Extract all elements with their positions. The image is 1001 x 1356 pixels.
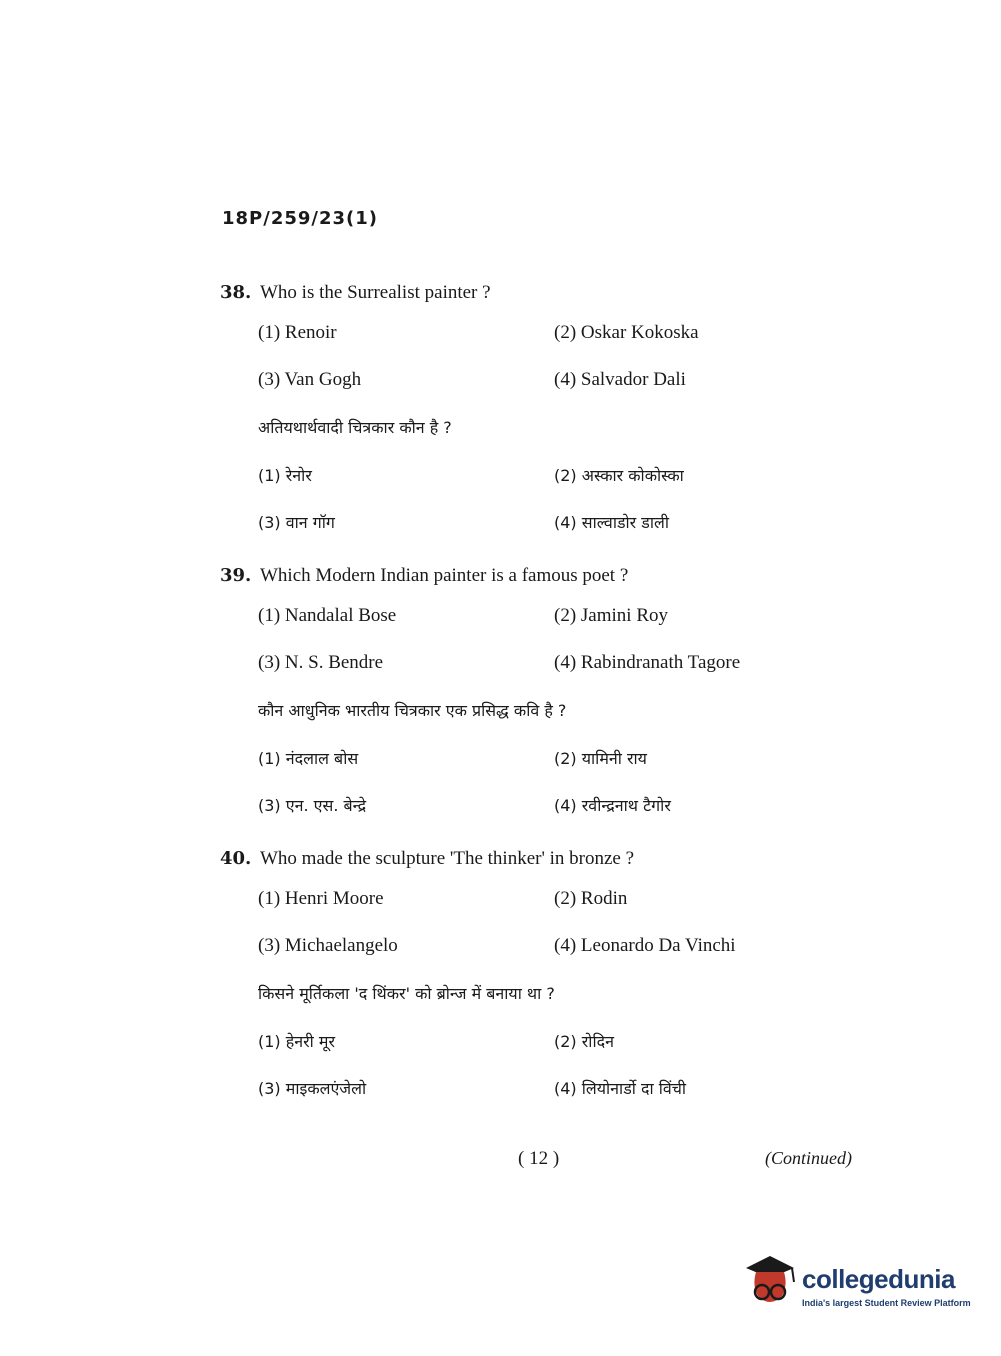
hindi-question-text: किसने मूर्तिकला 'द थिंकर' को ब्रोन्ज में बनाया था ?	[258, 984, 555, 1003]
brand-name: collegedunia	[802, 1264, 955, 1294]
option-4: (4) Rabindranath Tagore	[554, 652, 741, 673]
hindi-option-4: (4) रवीन्द्रनाथ टैगोर	[554, 796, 671, 815]
option-2: (2) Jamini Roy	[554, 605, 668, 626]
option-3: (3) N. S. Bendre	[258, 652, 384, 673]
question-40	[220, 848, 860, 1124]
hindi-question-text: कौन आधुनिक भारतीय चित्रकार एक प्रसिद्ध कवि है ?	[258, 701, 567, 720]
hindi-option-2: (2) अस्कार कोकोस्का	[554, 466, 684, 485]
option-2: (2) Oskar Kokoska	[554, 322, 699, 343]
hindi-option-1: (1) हेनरी मूर	[258, 1032, 336, 1051]
continued-label: (Continued)	[765, 1148, 852, 1168]
option-3: (3) Van Gogh	[258, 369, 362, 390]
hindi-option-3: (3) वान गॉग	[258, 513, 335, 532]
question-39	[220, 565, 860, 841]
option-1: (1) Renoir	[258, 322, 337, 343]
hindi-option-3: (3) माइकलएंजेलो	[258, 1079, 367, 1098]
hindi-question-text: अतियथार्थवादी चित्रकार कौन है ?	[258, 418, 452, 437]
hindi-option-4: (4) साल्वाडोर डाली	[554, 513, 669, 532]
option-4: (4) Salvador Dali	[554, 369, 686, 390]
option-4: (4) Leonardo Da Vinchi	[554, 935, 736, 956]
hindi-option-3: (3) एन. एस. बेन्द्रे	[258, 796, 367, 815]
hindi-option-2: (2) यामिनी राय	[554, 749, 647, 768]
question-text: Which Modern Indian painter is a famous poet ?	[260, 565, 629, 586]
collegedunia-watermark[interactable]	[742, 1250, 972, 1320]
question-text: Who made the sculpture 'The thinker' in bronze ?	[260, 848, 635, 869]
option-1: (1) Nandalal Bose	[258, 605, 397, 626]
question-number: 39.	[220, 565, 252, 586]
hindi-option-2: (2) रोदिन	[554, 1032, 614, 1051]
question-number: 38.	[220, 282, 252, 303]
question-number: 40.	[220, 848, 252, 869]
mascot-logo-icon	[742, 1252, 798, 1314]
hindi-option-4: (4) लियोनार्डो दा विंची	[554, 1079, 687, 1098]
question-text: Who is the Surrealist painter ?	[260, 282, 491, 303]
brand-tagline: India's largest Student Review Platform	[802, 1298, 971, 1308]
option-3: (3) Michaelangelo	[258, 935, 398, 956]
hindi-option-1: (1) नंदलाल बोस	[258, 749, 359, 768]
option-1: (1) Henri Moore	[258, 888, 384, 909]
hindi-option-1: (1) रेनोर	[258, 466, 312, 485]
page-number: ( 12 )	[518, 1148, 560, 1169]
paper-code: 18P/259/23(1)	[222, 208, 378, 229]
question-38	[220, 282, 860, 558]
option-2: (2) Rodin	[554, 888, 628, 909]
